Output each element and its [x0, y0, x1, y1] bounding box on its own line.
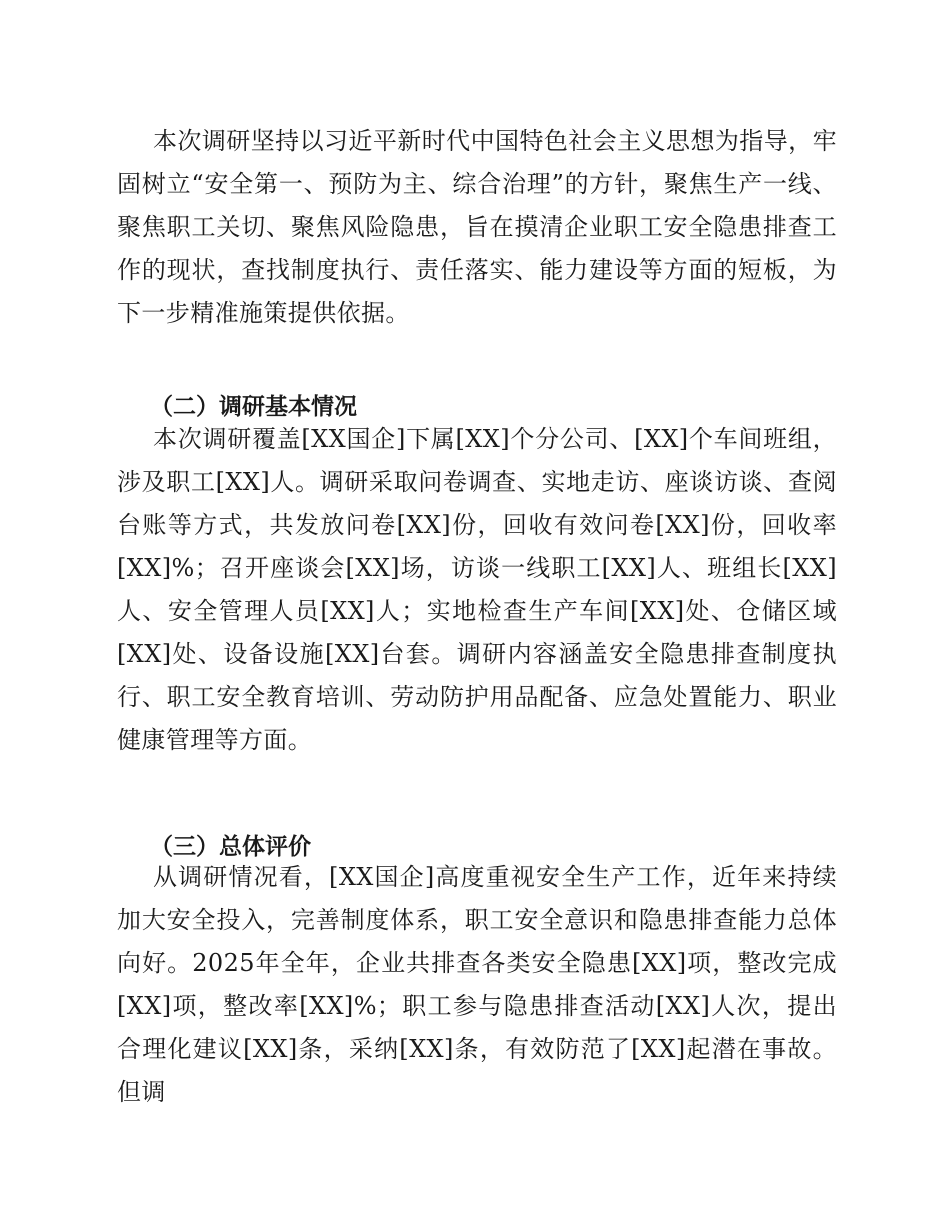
body-paragraph: 本次调研覆盖[XX国企]下属[XX]个分公司、[XX]个车间班组，涉及职工[XX]人。调研采取问卷调查、实地走访、座谈访谈、查阅台账等方式，共发放问卷[XX]份，回收有效问卷[XX]份，回收率[XX]%；召开座谈会[XX]场，访谈一线职工[XX]人、班组长[XX]人、安全管理人员[XX]人；实地检查生产车间[XX]处、仓储区域[XX]处、设备设施[XX]台套。调研内容涵盖安全隐患排查制度执行、职工安全教育培训、劳动防护用品配备、应急处置能力、职业健康管理等方面。	[117, 425, 837, 754]
section-heading: （二）调研基本情况	[150, 394, 357, 420]
body-paragraph: 本次调研坚持以习近平新时代中国特色社会主义思想为指导，牢固树立“安全第一、预防为主、综合治理”的方针，聚焦生产一线、聚焦职工关切、聚焦风险隐患，旨在摸清企业职工安全隐患排查工作的现状，查找制度执行、责任落实、能力建设等方面的短板，为下一步精准施策提供依据。	[117, 127, 837, 327]
body-paragraph: 从调研情况看，[XX国企]高度重视安全生产工作，近年来持续加大安全投入，完善制度体系，职工安全意识和隐患排查能力总体向好。2025年全年，企业共排查各类安全隐患[XX]项，整改完成[XX]项，整改率[XX]%；职工参与隐患排查活动[XX]人次，提出合理化建议[XX]条，采纳[XX]条，有效防范了[XX]起潜在事故。但调	[117, 863, 837, 1106]
section-heading: （三）总体评价	[150, 834, 311, 860]
